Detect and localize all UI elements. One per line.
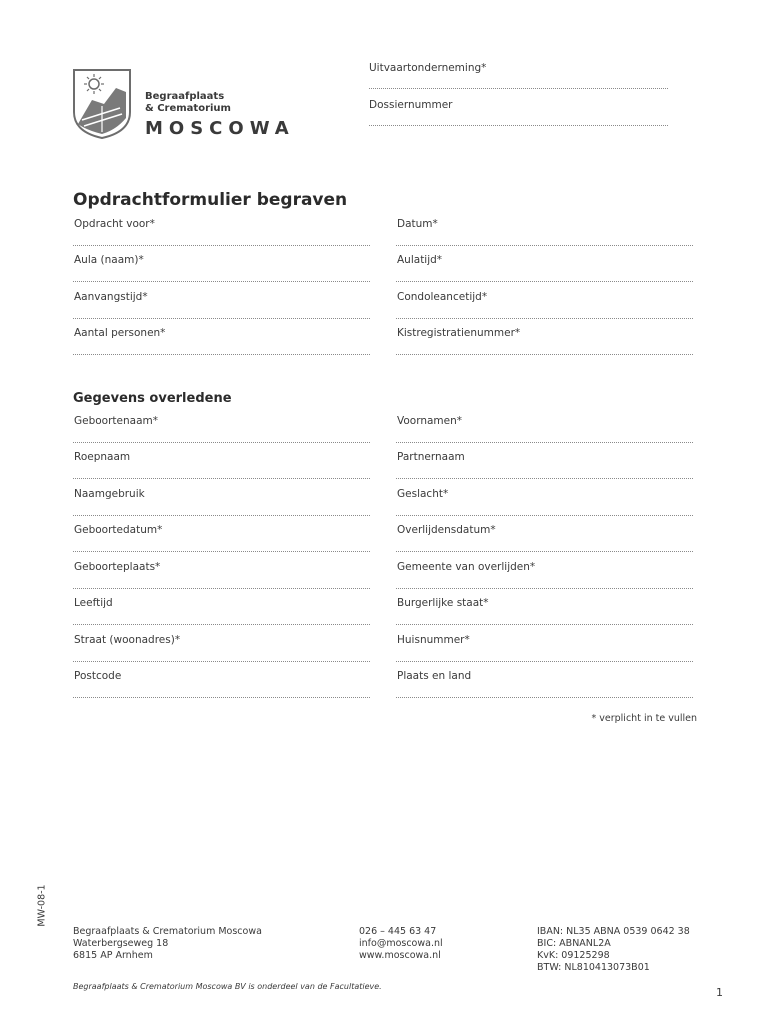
field-line xyxy=(396,354,693,355)
field-line xyxy=(73,515,370,516)
footer-address-line: Begraafplaats & Crematorium Moscowa xyxy=(73,926,262,937)
field-line xyxy=(396,515,693,516)
field-straat-woonadres[interactable] xyxy=(73,634,370,671)
field-burgerlijke-staat[interactable] xyxy=(396,597,693,634)
field-geboorteplaats[interactable] xyxy=(73,561,370,598)
field-line xyxy=(73,354,370,355)
field-opdracht-voor[interactable] xyxy=(73,218,370,255)
field-label: Dossiernummer xyxy=(369,99,453,111)
field-label: Aanvangstijd* xyxy=(74,291,148,303)
field-label: Geboorteplaats* xyxy=(74,561,161,573)
field-label: Straat (woonadres)* xyxy=(74,634,181,646)
field-voornamen[interactable] xyxy=(396,415,693,452)
field-postcode[interactable] xyxy=(73,670,370,707)
field-label: Geboortedatum* xyxy=(74,524,163,536)
field-line xyxy=(396,442,693,443)
field-partnernaam[interactable] xyxy=(396,451,693,488)
footer-address-line: 6815 AP Arnhem xyxy=(73,950,153,961)
logo-shield-icon xyxy=(72,68,132,140)
logo-line2: & Crematorium xyxy=(145,103,231,114)
field-line xyxy=(396,661,693,662)
field-label: Roepnaam xyxy=(74,451,131,463)
footer-website-link[interactable]: www.moscowa.nl xyxy=(359,950,441,961)
field-aula-naam[interactable] xyxy=(73,254,370,291)
field-naamgebruik[interactable] xyxy=(73,488,370,525)
field-line xyxy=(73,318,370,319)
field-line xyxy=(73,478,370,479)
field-line xyxy=(73,697,370,698)
field-label: Opdracht voor* xyxy=(74,218,155,230)
footer-kvk: KvK: 09125298 xyxy=(537,950,610,961)
field-geboortedatum[interactable] xyxy=(73,524,370,561)
footer-note: Begraafplaats & Crematorium Moscowa BV is onderdeel van de Facultatieve. xyxy=(73,982,382,991)
field-label: Aantal personen* xyxy=(74,327,166,339)
field-line xyxy=(396,551,693,552)
doc-code: MW-08-1 xyxy=(36,884,48,927)
field-line xyxy=(396,697,693,698)
field-label: Partnernaam xyxy=(397,451,465,463)
footer-phone: 026 – 445 63 47 xyxy=(359,926,437,937)
field-label: Uitvaartonderneming* xyxy=(369,62,487,74)
logo-name: MOSCOWA xyxy=(145,118,295,139)
field-line xyxy=(369,88,668,89)
field-line xyxy=(396,245,693,246)
field-geboortenaam[interactable] xyxy=(73,415,370,452)
footer-address xyxy=(73,926,262,962)
field-aantal-personen[interactable] xyxy=(73,327,370,364)
field-line xyxy=(73,442,370,443)
field-line xyxy=(73,245,370,246)
field-label: Plaats en land xyxy=(397,670,472,682)
field-label: Naamgebruik xyxy=(74,488,145,500)
footer-contact xyxy=(359,926,443,962)
required-note: * verplicht in te vullen xyxy=(591,713,697,724)
field-label: Datum* xyxy=(397,218,438,230)
field-aanvangstijd[interactable] xyxy=(73,291,370,328)
footer-email-link[interactable]: info@moscowa.nl xyxy=(359,938,443,949)
field-dossiernummer[interactable] xyxy=(369,99,668,135)
field-label: Voornamen* xyxy=(397,415,463,427)
field-label: Gemeente van overlijden* xyxy=(397,561,536,573)
logo xyxy=(72,68,295,140)
field-kistregistratienummer[interactable] xyxy=(396,327,693,364)
form-title: Opdrachtformulier begraven xyxy=(73,190,348,210)
field-roepnaam[interactable] xyxy=(73,451,370,488)
footer-btw: BTW: NL810413073B01 xyxy=(537,962,650,973)
field-datum[interactable] xyxy=(396,218,693,255)
field-line xyxy=(73,661,370,662)
field-leeftijd[interactable] xyxy=(73,597,370,634)
field-label: Geslacht* xyxy=(397,488,449,500)
field-line xyxy=(73,588,370,589)
field-aulatijd[interactable] xyxy=(396,254,693,291)
footer-address-line: Waterbergseweg 18 xyxy=(73,938,169,949)
field-label: Huisnummer* xyxy=(397,634,470,646)
field-line xyxy=(396,281,693,282)
field-label: Aulatijd* xyxy=(397,254,443,266)
field-label: Geboortenaam* xyxy=(74,415,159,427)
field-line xyxy=(396,478,693,479)
field-line xyxy=(396,624,693,625)
field-label: Kistregistratienummer* xyxy=(397,327,521,339)
field-label: Leeftijd xyxy=(74,597,113,609)
field-uitvaartonderneming[interactable] xyxy=(369,62,668,98)
field-label: Burgerlijke staat* xyxy=(397,597,489,609)
footer-iban: IBAN: NL35 ABNA 0539 0642 38 xyxy=(537,926,690,937)
field-line xyxy=(73,624,370,625)
page-number: 1 xyxy=(716,986,723,999)
section-title-overledene: Gegevens overledene xyxy=(73,391,232,406)
footer-bic: BIC: ABNANL2A xyxy=(537,938,611,949)
field-condoleancetijd[interactable] xyxy=(396,291,693,328)
field-plaats-en-land[interactable] xyxy=(396,670,693,707)
field-label: Overlijdensdatum* xyxy=(397,524,496,536)
footer-bank xyxy=(537,926,690,974)
logo-line1: Begraafplaats xyxy=(145,91,225,102)
field-label: Aula (naam)* xyxy=(74,254,144,266)
field-line xyxy=(396,318,693,319)
field-label: Condoleancetijd* xyxy=(397,291,488,303)
field-line xyxy=(396,588,693,589)
field-huisnummer[interactable] xyxy=(396,634,693,671)
field-line xyxy=(369,125,668,126)
field-line xyxy=(73,551,370,552)
field-overlijdensdatum[interactable] xyxy=(396,524,693,561)
field-gemeente-van-overlijden[interactable] xyxy=(396,561,693,598)
field-label: Postcode xyxy=(74,670,122,682)
field-geslacht[interactable] xyxy=(396,488,693,525)
field-line xyxy=(73,281,370,282)
